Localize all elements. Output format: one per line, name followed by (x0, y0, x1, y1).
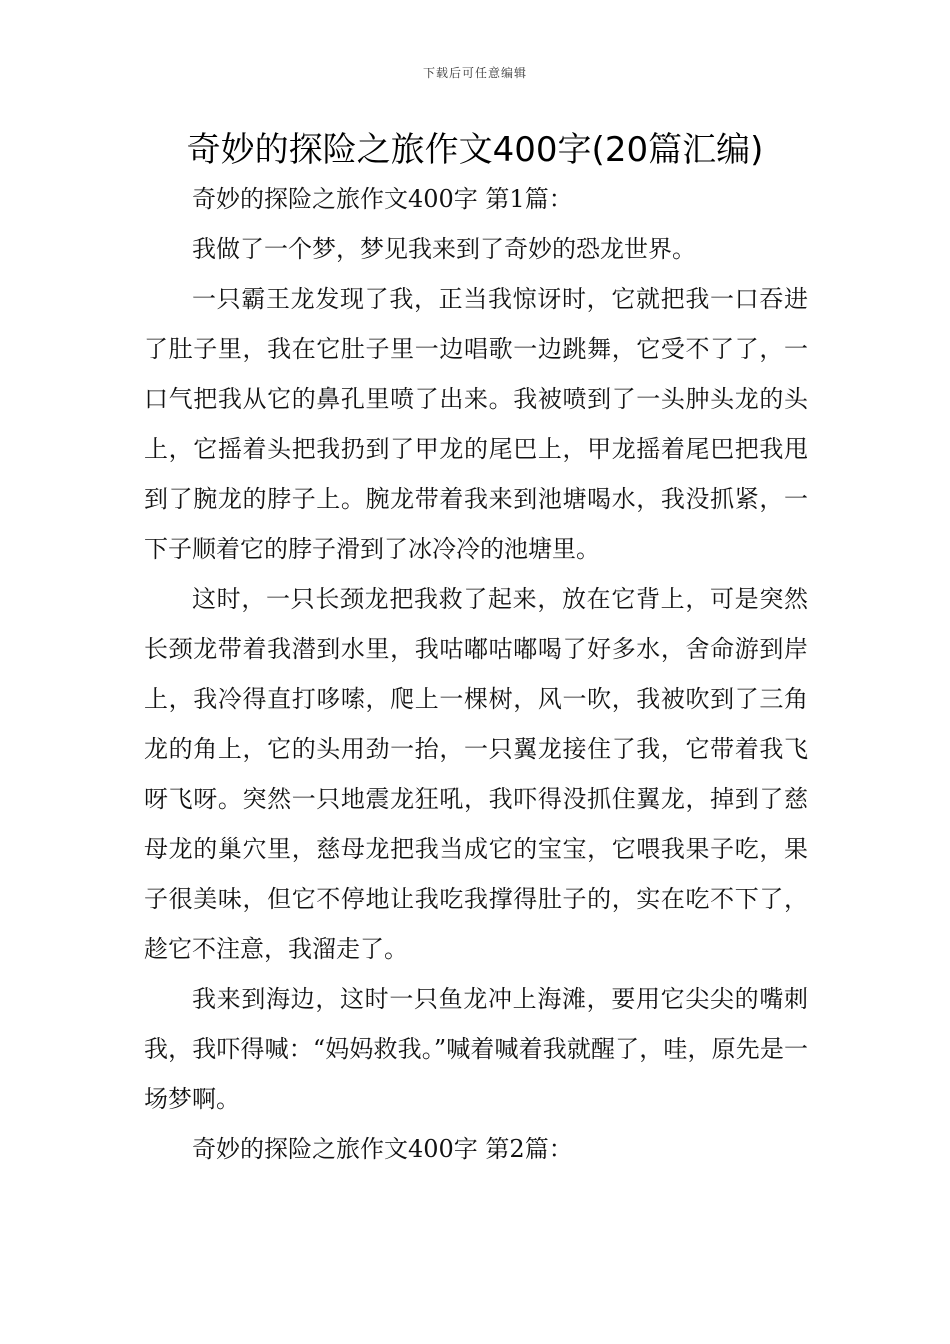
document-body (144, 174, 808, 1174)
paragraph-4: 我来到海边，这时一只鱼龙冲上海滩，要用它尖尖的嘴刺我，我吓得喊：“妈妈救我。”喊着喊着我就醒了，哇，原先是一场梦啊。 (144, 985, 808, 1113)
paragraph-1: 我做了一个梦，梦见我来到了奇妙的恐龙世界。 (192, 235, 696, 263)
paragraph-2: 一只霸王龙发现了我，正当我惊讶时，它就把我一口吞进了肚子里，我在它肚子里一边唱歌一边跳舞，它受不了了，一口气把我从它的鼻孔里喷了出来。我被喷到了一头肿头龙的头上，它摇着头把我扔到了甲龙的尾巴上，甲龙摇着尾巴把我甩到了腕龙的脖子上。腕龙带着我来到池塘喝水，我没抓紧，一下子顺着它的脖子滑到了冰冷冷的池塘里。 (144, 285, 808, 563)
section-heading-2: 奇妙的探险之旅作文400字 第2篇： (192, 1135, 573, 1163)
paragraph-3: 这时，一只长颈龙把我救了起来，放在它背上，可是突然长颈龙带着我潜到水里，我咕嘟咕嘟喝了好多水，舍命游到岸上，我冷得直打哆嗦，爬上一棵树，风一吹，我被吹到了三角龙的角上，它的头用劲一抬，一只翼龙接住了我，它带着我飞呀飞呀。突然一只地震龙狂吼，我吓得没抓住翼龙，掉到了慈母龙的巢穴里，慈母龙把我当成它的宝宝，它喂我果子吃，果子很美味，但它不停地让我吃我撑得肚子的，实在吃不下了，趁它不注意，我溜走了。 (144, 585, 808, 963)
header-note: 下载后可任意编辑 (422, 66, 527, 80)
section-heading-1: 奇妙的探险之旅作文400字 第1篇： (192, 185, 573, 213)
document-title: 奇妙的探险之旅作文400字(20篇汇编) (186, 130, 764, 170)
